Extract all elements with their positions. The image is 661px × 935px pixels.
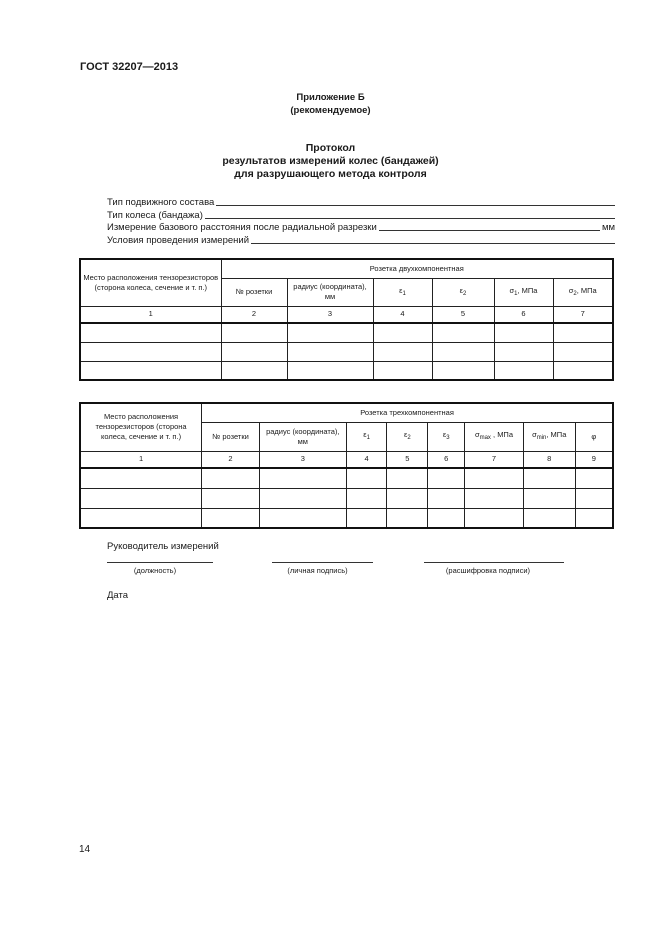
col-strain-1: $\varepsilon_1$ [346, 422, 387, 451]
standard-code: ГОСТ 32207—2013 [80, 61, 179, 73]
table-cell[interactable] [465, 508, 524, 528]
table-row [80, 468, 613, 488]
protocol-title [0, 142, 661, 181]
col-number: 1 [80, 451, 202, 468]
decoding-line[interactable] [424, 562, 564, 563]
position-caption: (должность) [133, 566, 177, 575]
table-cell[interactable] [221, 361, 287, 380]
field-conditions [107, 233, 615, 246]
signature-caption: (личная подпись) [287, 566, 348, 575]
title-line-1: Протокол [305, 142, 356, 154]
column-number-row [80, 306, 613, 323]
table-row [80, 508, 613, 528]
rosette-group-header: Розетка трехкомпонентная [202, 403, 613, 422]
col-number: 4 [346, 451, 387, 468]
col-stress-2: $\sigma_2$, МПа [553, 278, 613, 306]
field-label: Измерение базового расстояния после радиальной разрезки [107, 222, 377, 234]
table-cell[interactable] [287, 323, 373, 342]
col-number: 8 [523, 451, 575, 468]
table-cell[interactable] [80, 488, 202, 508]
fill-line[interactable] [216, 205, 615, 206]
table-cell[interactable] [494, 342, 553, 361]
table-cell[interactable] [494, 323, 553, 342]
table-row [80, 323, 613, 342]
table-cell[interactable] [465, 468, 524, 488]
table-cell[interactable] [80, 342, 221, 361]
col-number: 9 [575, 451, 613, 468]
table-row [80, 342, 613, 361]
table-cell[interactable] [523, 468, 575, 488]
table-cell[interactable] [346, 468, 387, 488]
table-cell[interactable] [387, 488, 428, 508]
col-radius: радиус (координата), мм [259, 422, 346, 451]
table-cell[interactable] [202, 488, 260, 508]
table-cell[interactable] [523, 508, 575, 528]
table-cell[interactable] [494, 361, 553, 380]
table-cell[interactable] [287, 361, 373, 380]
table-cell[interactable] [432, 342, 494, 361]
table-cell[interactable] [80, 508, 202, 528]
col-number: 7 [553, 306, 613, 323]
title-line-2: результатов измерений колес (бандажей) [222, 155, 439, 167]
fill-line[interactable] [251, 243, 615, 244]
table-cell[interactable] [553, 323, 613, 342]
title-line-3: для разрушающего метода контроля [234, 168, 427, 180]
col-number: 2 [202, 451, 260, 468]
table-cell[interactable] [80, 361, 221, 380]
table-cell[interactable] [575, 508, 613, 528]
table-cell[interactable] [553, 361, 613, 380]
place-header: Место расположения тензорезисторов (сторона колеса, сечение и т. п.) [80, 259, 221, 306]
column-number-row [80, 451, 613, 468]
table-cell[interactable] [346, 508, 387, 528]
table-cell[interactable] [373, 323, 432, 342]
signature-line[interactable] [272, 562, 373, 563]
table-cell[interactable] [465, 488, 524, 508]
col-strain-1: $\varepsilon_1$ [373, 278, 432, 306]
table-cell[interactable] [575, 468, 613, 488]
field-unit: мм [601, 222, 615, 234]
annex-heading [0, 91, 661, 117]
fill-line[interactable] [379, 230, 600, 231]
three-component-table [79, 402, 614, 529]
table-cell[interactable] [523, 488, 575, 508]
rosette-group-header: Розетка двухкомпонентная [221, 259, 613, 278]
table-cell[interactable] [259, 508, 346, 528]
table-cell[interactable] [553, 342, 613, 361]
decoding-caption: (расшифровка подписи) [445, 566, 531, 575]
col-number: 6 [428, 451, 465, 468]
table-cell[interactable] [259, 488, 346, 508]
table-cell[interactable] [428, 508, 465, 528]
table-cell[interactable] [221, 342, 287, 361]
col-stress-1: $\sigma_1$, МПа [494, 278, 553, 306]
table-cell[interactable] [428, 488, 465, 508]
col-strain-2: $\varepsilon_2$ [387, 422, 428, 451]
table-row [80, 488, 613, 508]
table-cell[interactable] [575, 488, 613, 508]
annex-title: Приложение Б [296, 92, 365, 103]
page-number: 14 [79, 844, 91, 855]
place-header: Место расположения тензорезисторов (сторона колеса, сечение и т. п.) [80, 403, 202, 451]
col-number: 3 [287, 306, 373, 323]
table-cell[interactable] [202, 468, 260, 488]
col-strain-2: $\varepsilon_2$ [432, 278, 494, 306]
table-cell[interactable] [428, 468, 465, 488]
table-cell[interactable] [373, 342, 432, 361]
field-wheel-type [107, 208, 615, 221]
table-cell[interactable] [221, 323, 287, 342]
col-number: 3 [259, 451, 346, 468]
table-cell[interactable] [387, 508, 428, 528]
table-cell[interactable] [373, 361, 432, 380]
col-strain-3: $\varepsilon_3$ [428, 422, 465, 451]
protocol-fields [107, 195, 615, 246]
field-label: Тип подвижного состава [107, 196, 215, 208]
col-number: 6 [494, 306, 553, 323]
col-stress-max: $\sigma_{max}$ , МПа [465, 422, 524, 451]
col-number: 4 [373, 306, 432, 323]
fill-line[interactable] [205, 218, 615, 219]
table-cell[interactable] [259, 468, 346, 488]
field-vehicle-type [107, 195, 615, 208]
col-number: 7 [465, 451, 524, 468]
table-cell[interactable] [287, 342, 373, 361]
annex-status: (рекомендуемое) [290, 105, 371, 116]
field-base-distance [107, 221, 615, 234]
signature-title: Руководитель измерений [107, 541, 219, 552]
date-label: Дата [107, 590, 129, 601]
table-cell[interactable] [80, 468, 202, 488]
two-component-table [79, 258, 614, 381]
col-number: 5 [432, 306, 494, 323]
table-row [80, 361, 613, 380]
col-radius: радиус (координата), мм [287, 278, 373, 306]
field-label: Тип колеса (бандажа) [107, 209, 203, 221]
col-stress-min: $\sigma_{min}$, МПа [523, 422, 575, 451]
table-cell[interactable] [202, 508, 260, 528]
col-number: 1 [80, 306, 221, 323]
table-cell[interactable] [387, 468, 428, 488]
table-cell[interactable] [346, 488, 387, 508]
position-line[interactable] [107, 562, 213, 563]
table-cell[interactable] [432, 361, 494, 380]
col-rosette-number: № розетки [202, 422, 260, 451]
col-angle: φ [575, 422, 613, 451]
table-cell[interactable] [432, 323, 494, 342]
col-rosette-number: № розетки [221, 278, 287, 306]
col-number: 2 [221, 306, 287, 323]
field-label: Условия проведения измерений [107, 235, 250, 247]
col-number: 5 [387, 451, 428, 468]
table-cell[interactable] [80, 323, 221, 342]
